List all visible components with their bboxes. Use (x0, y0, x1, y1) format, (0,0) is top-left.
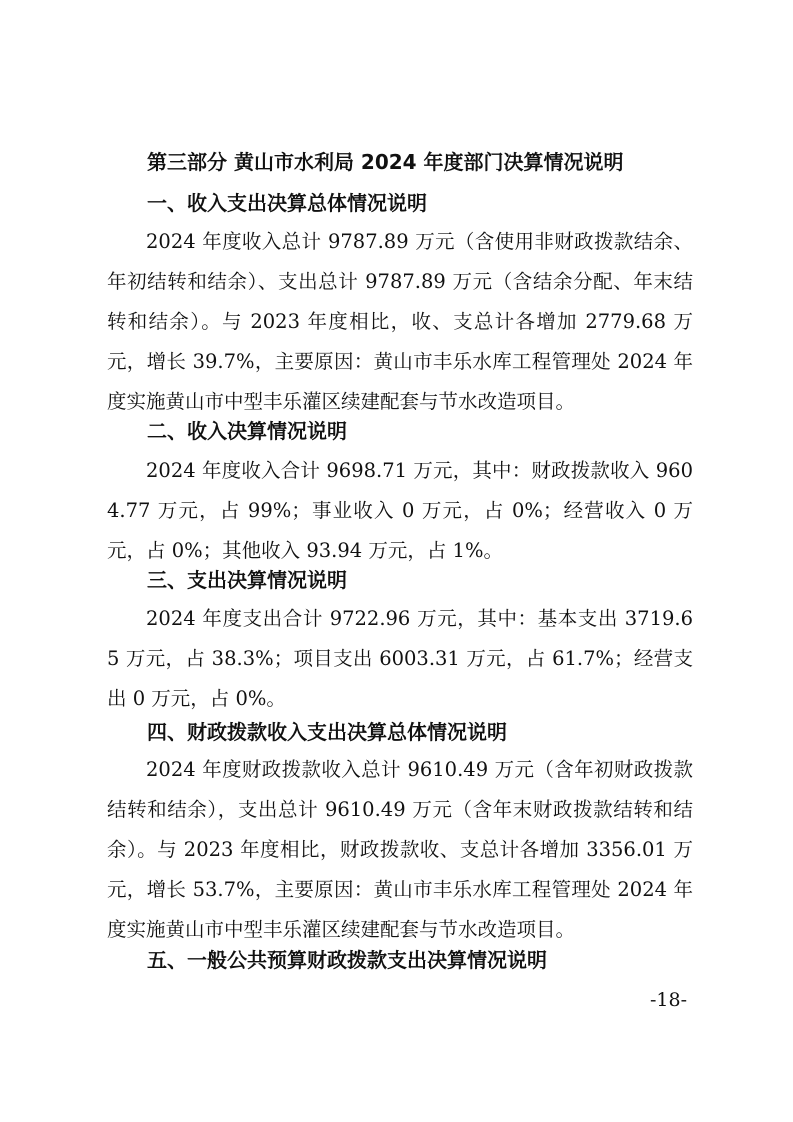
section-heading-1: 一、收入支出决算总体情况说明 (147, 191, 427, 215)
section-heading-5: 五、一般公共预算财政拨款支出决算情况说明 (147, 948, 547, 972)
section-paragraph-3: 2024 年度支出合计 9722.96 万元，其中：基本支出 3719.65 万元，占 38.3%；项目支出 6003.31 万元，占 61.7%；经营支出 0 万元，占 0%。 (107, 607, 693, 710)
document-title: 第三部分 黄山市水利局 2024 年度部门决算情况说明 (147, 150, 624, 174)
section-heading-4: 四、财政拨款收入支出决算总体情况说明 (147, 720, 507, 744)
section-paragraph-4: 2024 年度财政拨款收入总计 9610.49 万元（含年初财政拨款结转和结余），支出总计 9610.49 万元（含年末财政拨款结转和结余）。与 2023 年度相比，财政拨款收、支总计各增加 3356.01 万元，增长 53.7%，主要原因：黄山市丰乐水库工程管理处 2024 年度实施黄山市中型丰乐灌区续建配套与节水改造项目。 (107, 758, 693, 941)
page-number: -18- (650, 989, 688, 1011)
section-heading-3: 三、支出决算情况说明 (147, 568, 347, 592)
section-paragraph-1: 2024 年度收入总计 9787.89 万元（含使用非财政拨款结余、年初结转和结余）、支出总计 9787.89 万元（含结余分配、年末结转和结余）。与 2023 年度相比，收、支总计各增加 2779.68 万元，增长 39.7%，主要原因：黄山市丰乐水库工程管理处 2024 年度实施黄山市中型丰乐灌区续建配套与节水改造项目。 (107, 230, 693, 413)
section-paragraph-2: 2024 年度收入合计 9698.71 万元，其中：财政拨款收入 9604.77 万元，占 99%；事业收入 0 万元，占 0%；经营收入 0 万元，占 0%；其他收入 93.94 万元，占 1%。 (107, 459, 693, 562)
section-heading-2: 二、收入决算情况说明 (147, 419, 347, 443)
